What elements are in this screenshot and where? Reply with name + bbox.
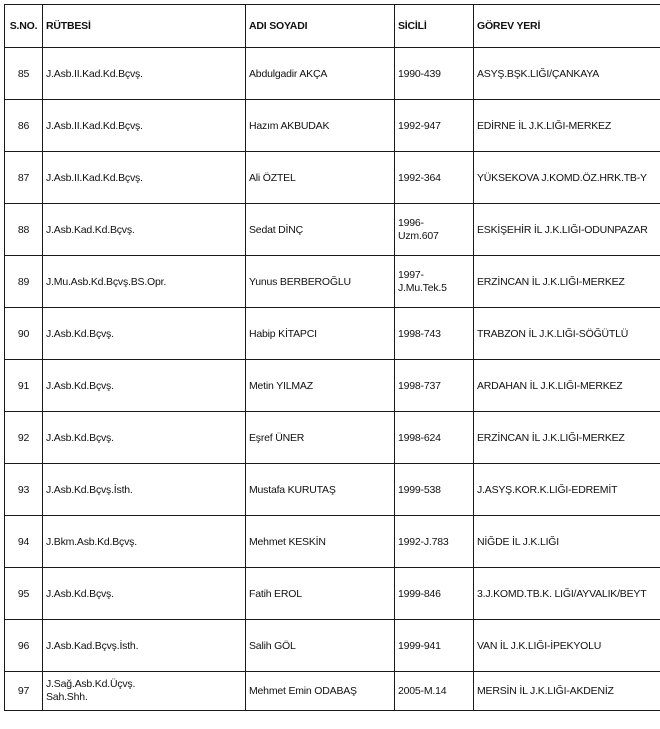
cell-gorev-yeri: ARDAHAN İL J.K.LIĞI-MERKEZ (474, 360, 660, 412)
cell-gorev-yeri: ERZİNCAN İL J.K.LIĞI-MERKEZ (474, 412, 660, 464)
cell-sno: 97 (5, 672, 43, 711)
cell-gorev-yeri: TRABZON İL J.K.LIĞI-SÖĞÜTLÜ (474, 308, 660, 360)
table-row (5, 516, 660, 568)
cell-adi-soyadi: Metin YILMAZ (246, 360, 395, 412)
table-row (5, 464, 660, 516)
cell-rutbesi: J.Bkm.Asb.Kd.Bçvş. (43, 516, 246, 568)
cell-sicili: 1999-538 (395, 464, 474, 516)
table-row (5, 672, 660, 711)
cell-rutbesi: J.Asb.II.Kad.Kd.Bçvş. (43, 152, 246, 204)
cell-rutbesi: J.Asb.Kad.Kd.Bçvş. (43, 204, 246, 256)
cell-sicili: 1998-743 (395, 308, 474, 360)
cell-sicili: 1992-364 (395, 152, 474, 204)
cell-sno: 92 (5, 412, 43, 464)
cell-sicili: 1996- Uzm.607 (395, 204, 474, 256)
cell-gorev-yeri: J.ASYŞ.KOR.K.LIĞI-EDREMİT (474, 464, 660, 516)
cell-sicili: 1998-624 (395, 412, 474, 464)
personnel-table (4, 4, 660, 711)
cell-adi-soyadi: Salih GÖL (246, 620, 395, 672)
cell-sicili: 1998-737 (395, 360, 474, 412)
document-sheet (4, 4, 660, 729)
cell-sno: 91 (5, 360, 43, 412)
cell-rutbesi: J.Asb.Kd.Bçvş. (43, 412, 246, 464)
table-row (5, 568, 660, 620)
cell-sicili: 1990-439 (395, 48, 474, 100)
cell-adi-soyadi: Habip KİTAPCI (246, 308, 395, 360)
cell-adi-soyadi: Mehmet KESKİN (246, 516, 395, 568)
cell-adi-soyadi: Mustafa KURUTAŞ (246, 464, 395, 516)
cell-rutbesi: J.Asb.II.Kad.Kd.Bçvş. (43, 100, 246, 152)
cell-rutbesi: J.Asb.Kd.Bçvş.İsth. (43, 464, 246, 516)
cell-sicili: 1997- J.Mu.Tek.5 (395, 256, 474, 308)
header-gorev-yeri: GÖREV YERİ (474, 5, 660, 48)
cell-sicili: 1992-J.783 (395, 516, 474, 568)
cell-adi-soyadi: Yunus BERBEROĞLU (246, 256, 395, 308)
cell-sno: 94 (5, 516, 43, 568)
cell-adi-soyadi: Hazım AKBUDAK (246, 100, 395, 152)
cell-sno: 93 (5, 464, 43, 516)
cell-rutbesi: J.Asb.Kd.Bçvş. (43, 308, 246, 360)
cell-sicili: 1999-846 (395, 568, 474, 620)
cell-rutbesi: J.Sağ.Asb.Kd.Üçvş. Sah.Shh. (43, 672, 246, 711)
cell-adi-soyadi: Ali ÖZTEL (246, 152, 395, 204)
cell-sicili: 2005-M.14 (395, 672, 474, 711)
table-row (5, 48, 660, 100)
table-row (5, 256, 660, 308)
cell-sno: 89 (5, 256, 43, 308)
cell-rutbesi: J.Asb.Kad.Bçvş.İsth. (43, 620, 246, 672)
cell-gorev-yeri: 3.J.KOMD.TB.K. LIĞI/AYVALIK/BEYT (474, 568, 660, 620)
cell-sicili: 1992-947 (395, 100, 474, 152)
cell-sno: 88 (5, 204, 43, 256)
table-row (5, 100, 660, 152)
header-rutbesi: RÜTBESİ (43, 5, 246, 48)
table-row (5, 152, 660, 204)
cell-gorev-yeri: ASYŞ.BŞK.LIĞI/ÇANKAYA (474, 48, 660, 100)
cell-sno: 87 (5, 152, 43, 204)
cell-sno: 86 (5, 100, 43, 152)
header-sno: S.NO. (5, 5, 43, 48)
cell-sno: 85 (5, 48, 43, 100)
table-row (5, 412, 660, 464)
cell-gorev-yeri: ESKİŞEHİR İL J.K.LIĞI-ODUNPAZAR (474, 204, 660, 256)
cell-rutbesi: J.Asb.Kd.Bçvş. (43, 568, 246, 620)
cell-gorev-yeri: VAN İL J.K.LIĞI-İPEKYOLU (474, 620, 660, 672)
cell-adi-soyadi: Sedat DİNÇ (246, 204, 395, 256)
table-row (5, 360, 660, 412)
cell-gorev-yeri: EDİRNE İL J.K.LIĞI-MERKEZ (474, 100, 660, 152)
cell-sno: 90 (5, 308, 43, 360)
table-body (5, 48, 660, 711)
cell-adi-soyadi: Eşref ÜNER (246, 412, 395, 464)
table-row (5, 204, 660, 256)
header-sicili: SİCİLİ (395, 5, 474, 48)
cell-adi-soyadi: Mehmet Emin ODABAŞ (246, 672, 395, 711)
cell-gorev-yeri: YÜKSEKOVA J.KOMD.ÖZ.HRK.TB-Y (474, 152, 660, 204)
header-adi-soyadi: ADI SOYADI (246, 5, 395, 48)
cell-sno: 95 (5, 568, 43, 620)
cell-gorev-yeri: ERZİNCAN İL J.K.LIĞI-MERKEZ (474, 256, 660, 308)
table-row (5, 620, 660, 672)
cell-rutbesi: J.Mu.Asb.Kd.Bçvş.BS.Opr. (43, 256, 246, 308)
table-header-row (5, 5, 660, 48)
cell-adi-soyadi: Fatih EROL (246, 568, 395, 620)
cell-rutbesi: J.Asb.II.Kad.Kd.Bçvş. (43, 48, 246, 100)
cell-gorev-yeri: NİĞDE İL J.K.LIĞI (474, 516, 660, 568)
cell-sicili: 1999-941 (395, 620, 474, 672)
cell-gorev-yeri: MERSİN İL J.K.LIĞI-AKDENİZ (474, 672, 660, 711)
cell-rutbesi: J.Asb.Kd.Bçvş. (43, 360, 246, 412)
cell-adi-soyadi: Abdulgadir AKÇA (246, 48, 395, 100)
cell-sno: 96 (5, 620, 43, 672)
table-row (5, 308, 660, 360)
